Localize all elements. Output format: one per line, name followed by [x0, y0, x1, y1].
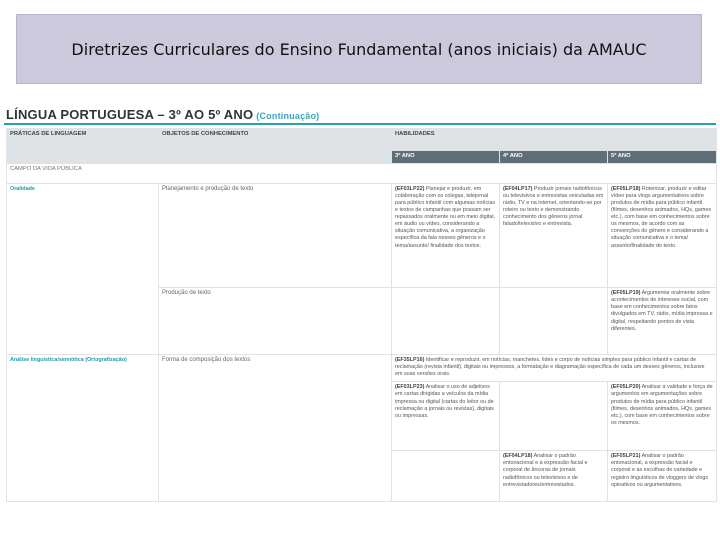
objeto-forma-composicao: Forma de composição dos textos: [162, 357, 251, 364]
empty-3ano: [392, 288, 500, 355]
cell-ef05lp19: [608, 288, 717, 355]
year-5: 5º ANO: [608, 151, 717, 163]
document-title: [6, 107, 319, 122]
year-blank-1: [7, 151, 159, 163]
cell-ef35lp16: [392, 355, 717, 382]
campo-label: CAMPO DA VIDA PÚBLICA: [7, 163, 717, 183]
text-ef04lp18: Analisar o padrão entonacional e a expressão facial e corporal de âncoras de jornais radiofônicos ou televisivos e de entrevistadores/entrevistados.: [503, 453, 588, 488]
objeto-planejamento: Planejamento e produção de texto: [162, 185, 254, 192]
cell-ef05lp18: [608, 183, 717, 287]
year-row: [7, 151, 717, 163]
cell-ef04lp18: [500, 451, 608, 502]
title-banner: [16, 14, 702, 84]
oralidade-label: Oralidade: [10, 185, 35, 192]
code-ef05lp18: (EF05LP18): [611, 185, 641, 192]
text-ef05lp20: Analisar a validade e força de argumentos em argumentações sobre produtos de mídia para público infantil (filmes, desenhos animados, HQs, games etc.), com base em conhecimentos sobre os mesmos.: [611, 384, 713, 426]
oralidade-row-1: [7, 183, 717, 287]
text-ef04lp17: Produzir jornais radiofônicos ou televisivos e entrevistas veiculadas em rádio, TV e na internet, orientando-se por roteiro ou texto e demonstrando conhecimento dos gêneros jornal falado/televisivo e entrevista.: [503, 185, 604, 228]
objeto-producao: Produção de texto: [162, 290, 211, 297]
cell-ef04lp17: [500, 183, 608, 287]
code-ef03lp23: (EF03LP23): [395, 384, 425, 391]
cell-ef03lp22: [392, 183, 500, 287]
banner-title: Diretrizes Curriculares do Ensino Fundamental (anos iniciais) da AMAUC: [71, 39, 647, 59]
text-ef05lp19: Argumentar oralmente sobre acontecimentos de interesse social, com base em conhecimentos sobre fatos divulgados em TV, rádio, mídia impressa e digital, respeitando pontos de vista diferentes.: [611, 290, 713, 332]
text-ef05lp18: Roteirizar, produzir e editar vídeo para vlogs argumentativos sobre produtos de mídia para público infantil (filmes, desenhos animados, HQs, games etc.), com base em conhecimentos sobre os mesmos, de acordo com as convenções do gênero e considerando a situação comunicativa e o tema/ assunto/finalidade do texto.: [611, 185, 712, 249]
year-4: 4º ANO: [500, 151, 608, 163]
title-rule: [4, 123, 716, 125]
empty-analise-4ano: [500, 382, 608, 451]
text-ef35lp16: Identificar e reproduzir, em notícias, manchetes, lides e corpo de notícias simples para público infantil e cartas de reclamação (revista infantil), digitais ou impressos, a formatação e diagramação específica de cada um desses gêneros, inclusive em suas versões orais.: [395, 357, 705, 378]
code-ef05lp19: (EF05LP19): [611, 290, 641, 297]
text-ef05lp21: Analisar o padrão entonacional, a expressão facial e corporal e as escolhas de variedade e registro linguísticos de vloggers de vlogs opinativos ou argumentativos.: [611, 453, 709, 488]
year-blank-2: [159, 151, 392, 163]
campo-row: [7, 163, 717, 183]
cell-ef05lp20: [608, 382, 717, 451]
code-ef04lp18: (EF04LP18): [503, 453, 533, 460]
header-habilidades: HABILIDADES: [392, 129, 717, 151]
cell-ef03lp23: [392, 382, 500, 451]
text-ef03lp23: Analisar o uso de adjetivos em cartas dirigidas a veículos da mídia impressa ou digital (cartas do leitor ou de reclamação a jornais ou revistas), digitais ou impressas.: [395, 384, 494, 419]
document-title-text: LÍNGUA PORTUGUESA – 3º AO 5º ANO: [6, 107, 254, 122]
text-ef03lp22: Planejar e produzir, em colaboração com os colegas, telejornal para público infantil com algumas notícias e textos de campanhas que possam ser repassados oralmente ou em meio digital, em áudio ou vídeo, considerando a situação comunicativa, a organização específica da fala nesses gêneros e o tema/assunto/ finalidade dos textos.: [395, 185, 496, 249]
analise-row-1: [7, 355, 717, 382]
code-ef05lp20: (EF05LP20): [611, 384, 641, 391]
document-subtitle: (Continuação): [256, 111, 320, 121]
year-3: 3º ANO: [392, 151, 500, 163]
code-ef04lp17: (EF04LP17): [503, 185, 533, 192]
header-objetos: OBJETOS DE CONHECIMENTO: [159, 129, 392, 151]
analise-label: Análise linguística/semiótica (Ortografização): [10, 357, 127, 364]
empty-analise-3ano: [392, 451, 500, 502]
curriculum-table: [6, 128, 717, 502]
cell-ef05lp21: [608, 451, 717, 502]
code-ef03lp22: (EF03LP22): [395, 185, 425, 192]
empty-4ano: [500, 288, 608, 355]
header-row: [7, 129, 717, 151]
header-praticas: PRÁTICAS DE LINGUAGEM: [7, 129, 159, 151]
code-ef05lp21: (EF05LP21): [611, 453, 641, 460]
code-ef35lp16: (EF35LP16): [395, 357, 425, 364]
